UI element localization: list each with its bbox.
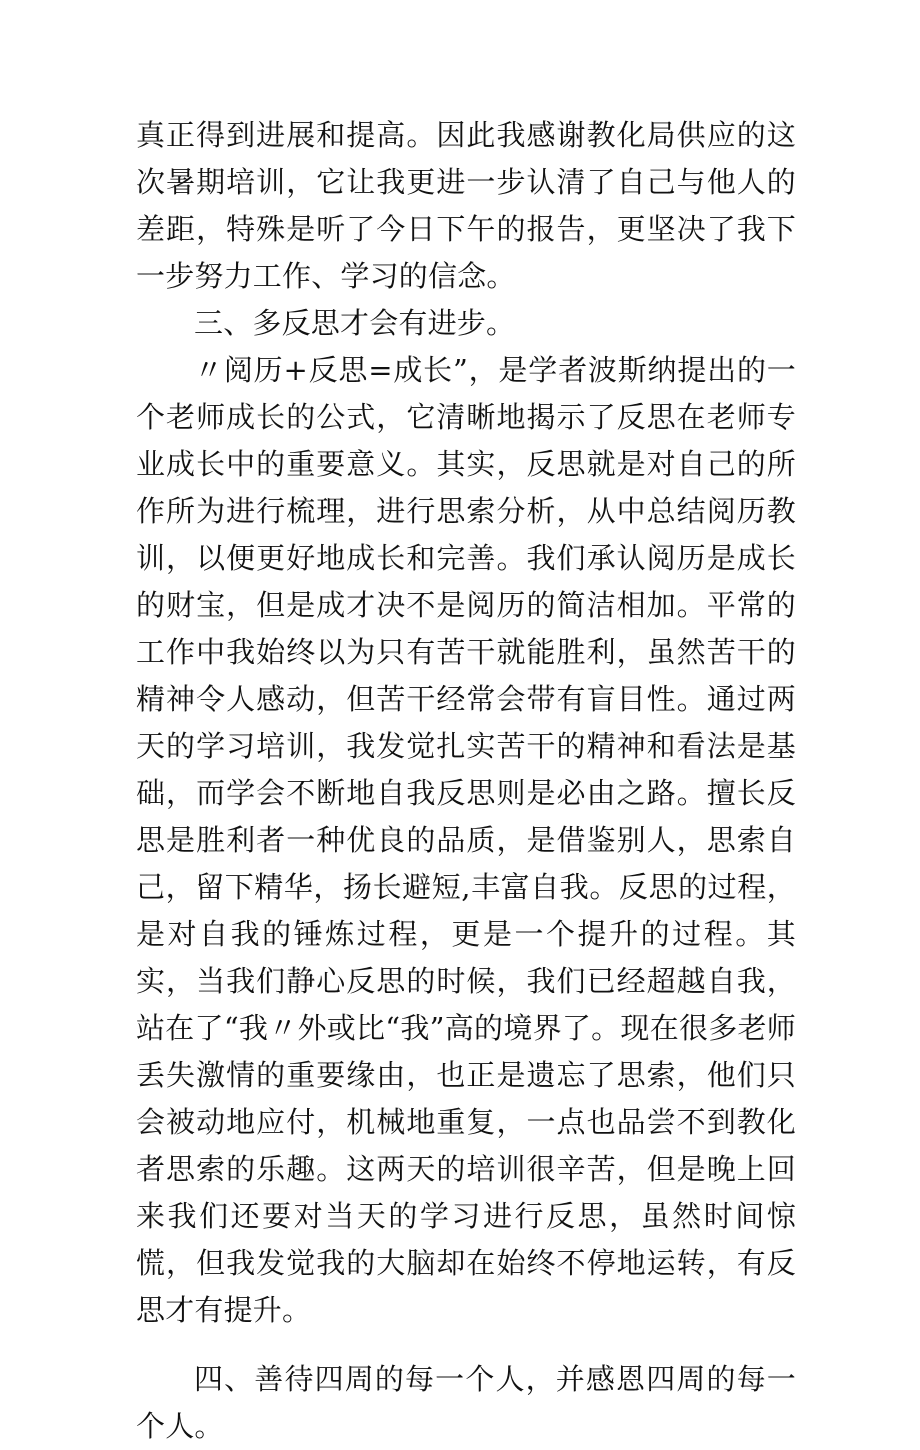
section-heading-four: 四、善待四周的每一个人，并感恩四周的每一个人。 (136, 1362, 796, 1443)
paragraph-continuation: 真正得到进展和提高。因此我感谢教化局供应的这次暑期培训，它让我更进一步认清了自己与他人的差距，特殊是听了今日下午的报告，更坚决了我下一步努力工作、学习的信念。 (136, 118, 796, 293)
document-page (136, 112, 796, 1450)
paragraph-reflection: 〃阅历+反思=成长”，是学者波斯纳提出的一个老师成长的公式，它清晰地揭示了反思在老师专业成长中的重要意义。其实，反思就是对自己的所作所为进行梳理，进行思索分析，从中总结阅历教训，以便更好地成长和完善。我们承认阅历是成长的财宝，但是成才决不是阅历的简洁相加。平常的工作中我始终以为只有苦干就能胜利，虽然苦干的精神令人感动，但苦干经常会带有盲目性。通过两天的学习培训，我发觉扎实苦干的精神和看法是基础，而学会不断地自我反思则是必由之路。擅长反思是胜利者一种优良的品质，是借鉴别人，思索自己，留下精华，扬长避短,丰富自我。反思的过程，是对自我的锤炼过程，更是一个提升的过程。其实，当我们静心反思的时候，我们已经超越自我，站在了“我〃外或比“我”高的境界了。现在很多老师丢失激情的重要缘由，也正是遗忘了思索，他们只会被动地应付，机械地重复，一点也品尝不到教化者思索的乐趣。这两天的培训很辛苦，但是晚上回来我们还要对当天的学习进行反思，虽然时间惊慌，但我发觉我的大脑却在始终不停地运转，有反思才有提升。 (136, 353, 796, 1327)
section-heading-three: 三、多反思才会有进步。 (194, 306, 516, 340)
